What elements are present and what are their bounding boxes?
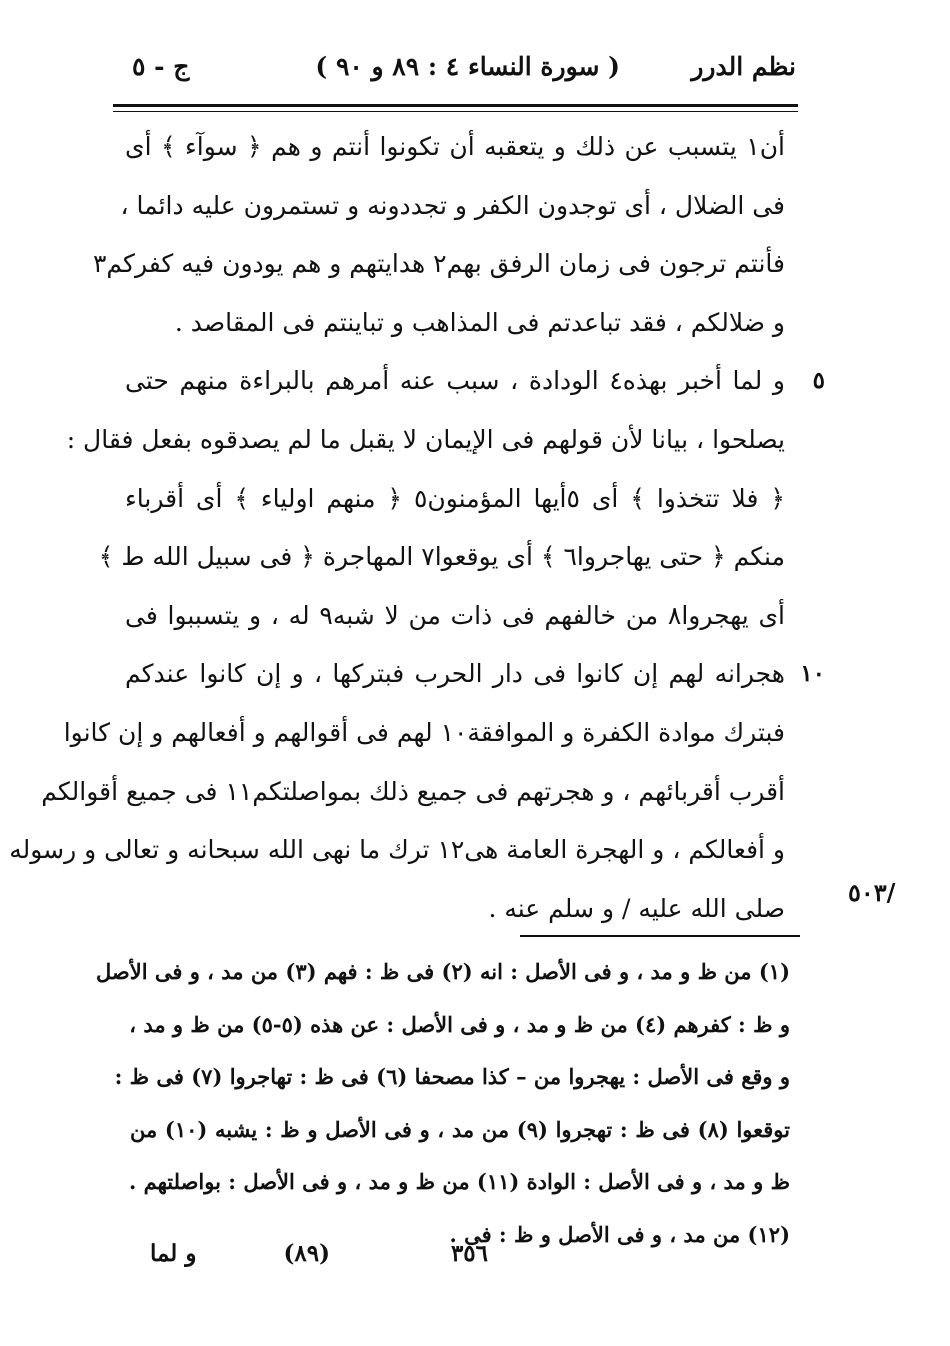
text-line: أن١ يتسبب عن ذلك و يتعقبه أن تكونوا أنتم و هم ﴿ سوآء ﴾ أى: [125, 132, 785, 161]
text-line: صلى الله عليه / و سلم عنه .: [488, 893, 785, 923]
volume-label: ج - ٥: [132, 52, 190, 81]
text-line: و أفعالكم ، و الهجرة العامة هى١٢ ترك ما نهى الله سبحانه و تعالى و رسوله: [9, 835, 785, 865]
footnote-line: و وقع فى الأصل : يهجروا من – كذا مصحفا (٦) فى ظ : تهاجروا (٧) فى ظ :: [114, 1064, 790, 1089]
text-line: فبترك موادة الكفرة و الموافقة١٠ لهم فى أقوالهم و أفعالهم و إن كانوا: [63, 717, 785, 747]
running-header: [110, 52, 796, 100]
text-line: أقرب أقربائهم ، و هجرتهم فى جميع ذلك بمواصلتكم١١ فى جميع أقوالكم: [41, 776, 785, 806]
main-text: [9, 118, 825, 938]
header-rule-thin: [113, 111, 798, 112]
header-rule-thick: [113, 104, 798, 107]
footnote-line: توقعوا (٨) فى ظ : تهجروا (٩) من مد ، و فى الأصل و ظ : يشبه (١٠) من: [130, 1116, 790, 1142]
text-line: فأنتم ترجون فى زمان الرفق بهم٢ هدايتهم و هم يودون فيه كفركم٣: [92, 249, 785, 279]
text-line: و لما أخبر بهذه٤ الودادة ، سبب عنه أمرهم بالبراءة منهم حتى: [125, 366, 785, 396]
margin-page-mark: ٥٠٣/: [848, 878, 896, 907]
line-number: ٥: [812, 367, 825, 395]
text-line: ﴿ فلا تتخذوا ﴾ أى ٥أيها المؤمنون٥ ﴿ منهم اولياء ﴾ أى أقرباء: [125, 483, 785, 513]
text-line: فى الضلال ، أى توجدون الكفر و تجددونه و تستمرون عليه دائما ،: [120, 190, 785, 220]
text-line: هجرانه لهم إن كانوا فى دار الحرب فبتركها ، و إن كانوا عندكم: [125, 659, 785, 689]
text-line: و ضلالكم ، فقد تباعدتم فى المذاهب و تباينتم فى المقاصد .: [174, 307, 785, 337]
page-number: ٣٥٦: [450, 1240, 488, 1267]
page-footer: [150, 1240, 510, 1280]
line-number: ١٠: [800, 660, 825, 688]
text-line-with-number: [125, 645, 825, 704]
footnote-line: (١) من ظ و مد ، و فى الأصل : انه (٢) فى ظ : فهم (٣) من مد ، و فى الأصل: [95, 959, 790, 984]
footnote-divider: [520, 935, 800, 937]
text-line-with-number: [125, 352, 825, 411]
surah-reference: ( سورة النساء ٤ : ٨٩ و ٩٠ ): [315, 52, 620, 81]
footnote-line: ظ و مد ، و فى الأصل : الوادة (١١) من ظ و مد ، و فى الأصل : بواصلتهم .: [129, 1169, 790, 1194]
text-line: يصلحوا ، بيانا لأن قولهم فى الإيمان لا يقبل ما لم يصدقوه بفعل فقال :: [66, 424, 785, 454]
footnote-line: و ظ : كفرهم (٤) من ظ و مد ، و فى الأصل : عن هذه (٥-٥) من ظ و مد ،: [129, 1011, 790, 1037]
part-reference: (٨٩): [283, 1240, 330, 1267]
catchword: و لما: [150, 1240, 197, 1267]
text-line: منكم ﴿ حتى يهاجروا٦ ﴾ أى يوقعوا٧ المهاجرة ﴿ فى سبيل الله ط ﴾: [98, 542, 785, 572]
footnote-line: (١٢) من مد ، و فى الأصل و ظ : فى .: [449, 1221, 790, 1247]
text-line: أى يهجروا٨ من خالفهم فى ذات من لا شبه٩ له ، و يتسببوا فى: [125, 600, 785, 630]
footnotes: [95, 946, 790, 1261]
book-title: نظم الدرر: [691, 52, 796, 81]
